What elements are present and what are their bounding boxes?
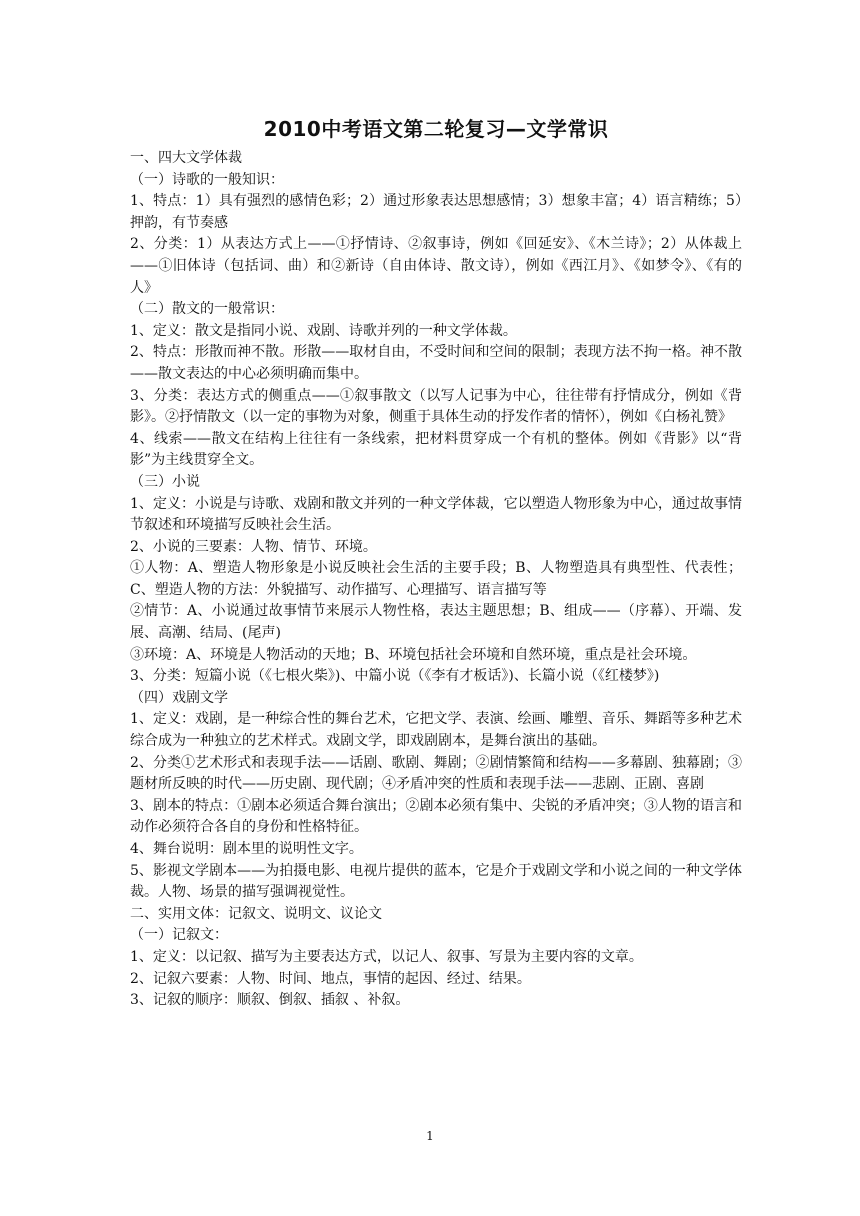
page-number: 1 — [426, 1129, 434, 1143]
paragraph-drama-categories: 2、分类①艺术形式和表现手法——话剧、歌剧、舞剧；②剧情繁简和结构——多幕剧、独幕剧；③题材所反映的时代——历史剧、现代剧；④矛盾冲突的性质和表现手法——悲剧、正剧、喜剧 — [130, 754, 742, 793]
subsection-heading-novel: （三）小说 — [130, 473, 200, 490]
paragraph-novel-definition: 1、定义：小说是与诗歌、戏剧和散文并列的一种文学体裁，它以塑造人物形象为中心，通过故事情节叙述和环境描写反映社会生活。 — [130, 495, 742, 534]
paragraph-novel-characters: ①人物：A、塑造人物形象是小说反映社会生活的主要手段；B、人物塑造具有典型性、代表性；C、塑造人物的方法：外貌描写、动作描写、心理描写、语言描写等 — [130, 560, 742, 598]
subsection-heading-narrative: （一）记叙文： — [130, 927, 228, 944]
section-heading-practical-writing: 二、实用文体：记叙文、说明文、议论文 — [130, 905, 382, 922]
paragraph-poetry-features: 1、特点：1）具有强烈的感情色彩；2）通过形象表达思想感情；3）想象丰富；4）语言精练；5）押韵，有节奏感 — [130, 193, 742, 231]
paragraph-prose-categories: 3、分类：表达方式的侧重点——①叙事散文（以写人记事为中心，往往带有抒情成分，例如《背影》。②抒情散文（以一定的事物为对象，侧重于具体生动的抒发作者的情怀），例如《白杨礼赞》 — [130, 387, 742, 426]
paragraph-drama-definition: 1、定义：戏剧，是一种综合性的舞台艺术，它把文学、表演、绘画、雕塑、音乐、舞蹈等多种艺术综合成为一种独立的艺术样式。戏剧文学，即戏剧剧本，是舞台演出的基础。 — [130, 711, 742, 750]
paragraph-novel-plot: ②情节：A、小说通过故事情节来展示人物性格，表达主题思想；B、组成——（序幕）、开端、发展、高潮、结局、(尾声) — [130, 603, 742, 642]
paragraph-prose-features: 2、特点：形散而神不散。形散——取材自由，不受时间和空间的限制；表现方法不拘一格。神不散——散文表达的中心必须明确而集中。 — [130, 344, 742, 382]
paragraph-novel-environment: ③环境：A、环境是人物活动的天地；B、环境包括社会环境和自然环境，重点是社会环境。 — [130, 646, 697, 663]
paragraph-prose-clue: 4、线索——散文在结构上往往有一条线索，把材料贯穿成一个有机的整体。例如《背影》以“背影”为主线贯穿全文。 — [130, 430, 742, 469]
paragraph-poetry-categories: 2、分类：1）从表达方式上——①抒情诗、②叙事诗，例如《回延安》、《木兰诗》；2）从体裁上——①旧体诗（包括词、曲）和②新诗（自由体诗、散文诗），例如《西江月》、《如梦令》、《有的人》 — [130, 236, 742, 296]
subsection-heading-drama: （四）戏剧文学 — [130, 689, 228, 706]
subsection-heading-poetry: （一）诗歌的一般知识： — [130, 171, 284, 188]
paragraph-drama-script-features: 3、剧本的特点：①剧本必须适合舞台演出；②剧本必须有集中、尖锐的矛盾冲突；③人物的语言和动作必须符合各自的身份和性格特征。 — [130, 797, 742, 836]
paragraph-drama-screenplay: 5、影视文学剧本——为拍摄电影、电视片提供的蓝本，它是介于戏剧文学和小说之间的一种文学体裁。人物、场景的描写强调视觉性。 — [130, 862, 742, 901]
section-heading-genres: 一、四大文学体裁 — [130, 150, 242, 166]
document-page — [130, 114, 742, 1012]
paragraph-prose-definition: 1、定义：散文是指同小说、戏剧、诗歌并列的一种文学体裁。 — [130, 322, 517, 339]
document-title: 2010中考语文第二轮复习—文学常识 — [263, 117, 609, 141]
paragraph-novel-categories: 3、分类：短篇小说（《七根火柴》)、中篇小说（《李有才板话》)、长篇小说（《红楼梦》) — [130, 668, 660, 685]
paragraph-narrative-definition: 1、定义：以记叙、描写为主要表达方式，以记人、叙事、写景为主要内容的文章。 — [130, 948, 643, 965]
paragraph-narrative-order: 3、记叙的顺序：顺叙、倒叙、插叙 、补叙。 — [130, 992, 410, 1009]
paragraph-novel-elements: 2、小说的三要素：人物、情节、环境。 — [130, 538, 377, 555]
subsection-heading-prose: （二）散文的一般常识： — [130, 301, 284, 318]
paragraph-narrative-elements: 2、记叙六要素：人物、时间、地点，事情的起因、经过、结果。 — [130, 970, 531, 987]
paragraph-drama-stage-directions: 4、舞台说明：剧本里的说明性文字。 — [130, 841, 363, 857]
